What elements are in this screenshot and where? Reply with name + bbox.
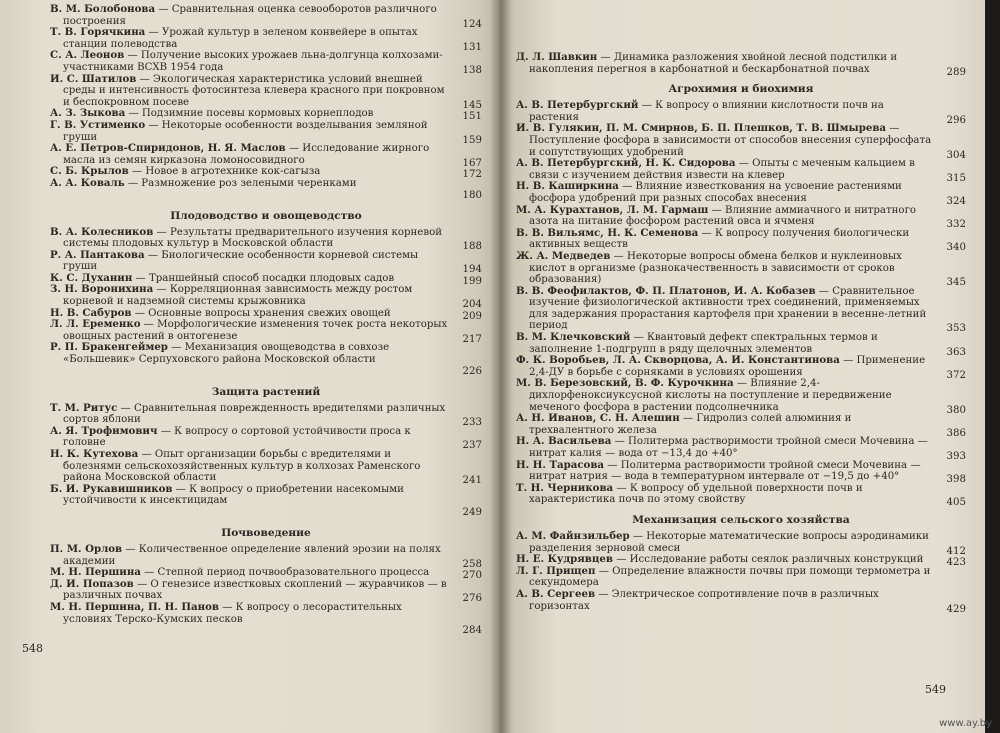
entry-title: — Влияние известкования на усвоение растениями фосфора удобрений при разных способах внесения <box>529 181 902 204</box>
entry-title: — Сравнительное изучение физиологической активности трех соединений, применяемых для задержания прорастания картофеля при хранении в весенне-летний период <box>529 285 927 332</box>
entry-page-number: 380 <box>946 404 966 416</box>
toc-entry <box>516 99 966 126</box>
entry-page-number: 209 <box>462 310 482 322</box>
entry-page-number: 386 <box>946 427 966 439</box>
entry-title: — Политерма растворимости тройной смеси Мочевина — нитрат натрия — вода в температурном интервале от −19,5 до +40° <box>529 459 921 483</box>
entry-author: П. М. Орлов <box>50 542 123 555</box>
entry-author: В. М. Клечковский <box>516 331 631 344</box>
entry-title: — К вопросу о приобретении насекомыми устойчивости к инсектицидам <box>63 483 404 507</box>
entry-title: — Исследование жирного масла из семян кирказона ломоносовидного <box>63 143 430 166</box>
entry-title: — Траншейный способ посадки плодовых садов <box>132 272 395 284</box>
section-heading: Плодоводство и овощеводство <box>170 209 362 222</box>
entry-author: В. В. Феофилактов, Ф. П. Платонов, И. А. Кобазев <box>516 284 816 297</box>
entry-title: — Исследование работы сеялок различных конструкций <box>612 554 924 566</box>
toc-entry <box>50 342 482 365</box>
entry-page-number: 345 <box>946 277 966 289</box>
entry-author: Г. В. Устименко <box>50 118 146 131</box>
entry-author: С. А. Леонов <box>50 49 125 62</box>
entry-page-number: 194 <box>462 264 482 276</box>
entry-page-number: 412 <box>946 545 966 557</box>
toc-entry <box>50 225 482 253</box>
section-tail-page: 226 <box>462 365 482 377</box>
entry-author: Т. Н. Черникова <box>516 481 614 494</box>
entry-page-number: 217 <box>462 333 482 345</box>
entry-author: А. В. Сергеев <box>516 587 596 600</box>
entry-page-number: 199 <box>462 275 482 287</box>
entry-author: А. З. Зыкова <box>50 107 126 120</box>
toc-entry <box>516 51 966 78</box>
section-heading: Защита растений <box>211 385 321 398</box>
entry-title: — Некоторые математические вопросы аэродинамики разделения зерновой смеси <box>529 530 929 554</box>
entry-title: — Влияние 2,4-дихлорфеноксиуксусной кислоты на поступление и передвижение меченого фосфора в растении подсолнечника <box>529 378 892 413</box>
entry-author: В. М. Болобонова <box>50 3 156 15</box>
entry-page-number: 237 <box>462 440 482 452</box>
entry-title: — Квантовый дефект спектральных термов и заполнение 1-подгрупп в ряду щелочных элементов <box>529 332 878 355</box>
entry-title: — Механизация овощеводства в совхозе «Большевик» Серпуховского района Московской области <box>63 342 390 366</box>
entry-page-number: 363 <box>946 346 966 358</box>
toc-entry <box>516 226 966 254</box>
entry-title: — Степной период почвообразовательного процесса <box>140 567 430 579</box>
entry-author: А. М. Файнзильбер <box>516 529 630 542</box>
toc-entry <box>50 602 482 625</box>
entry-title: — К вопросу получения биологически активных веществ <box>529 227 910 251</box>
entry-page-number: 393 <box>946 451 966 462</box>
entry-page-number: 172 <box>462 169 482 181</box>
right-toc <box>516 51 966 615</box>
toc-entry <box>50 448 482 487</box>
entry-page-number: 276 <box>462 593 482 605</box>
entry-page-number: 304 <box>946 149 966 161</box>
entry-title: — К вопросу о сортовой устойчивости проса к головне <box>63 425 411 449</box>
entry-title: — Количественное определение явлений эрозии на полях академии <box>63 543 441 567</box>
toc-entry <box>50 3 482 30</box>
entry-page-number: 131 <box>462 41 482 53</box>
entry-author: В. А. Колесников <box>50 225 154 238</box>
entry-page-number: 124 <box>462 18 482 30</box>
entry-page-number: 324 <box>946 195 966 207</box>
entry-page-number: 204 <box>462 299 482 311</box>
entry-title: — Влияние аммиачного и нитратного азота на питание фосфором растений овса и ячменя <box>529 204 917 228</box>
entry-author: З. Н. Воронихина <box>50 283 154 296</box>
section-heading: Агрохимия и биохимия <box>668 83 814 96</box>
entry-author: Б. И. Рукавишников <box>50 482 173 495</box>
toc-entry <box>50 74 482 109</box>
entry-author: Н. А. Васильева <box>516 435 612 448</box>
left-sections <box>50 210 482 638</box>
section-tail-page: 249 <box>462 506 482 518</box>
toc-entry <box>516 458 966 486</box>
entry-title: — К вопросу о влиянии кислотности почв на растения <box>529 100 884 123</box>
entry-page-number: 151 <box>462 111 482 123</box>
toc-entry <box>516 122 966 161</box>
entry-page-number: 138 <box>462 64 482 76</box>
entry-author: Н. Е. Кудрявцев <box>516 553 613 566</box>
entry-author: Т. М. Ритус <box>50 401 118 414</box>
entry-page-number: 340 <box>946 242 966 254</box>
entry-author: Р. А. Пантакова <box>50 248 145 261</box>
entry-author: М. А. Курахтанов, Л. М. Гармаш <box>516 203 709 216</box>
right-page <box>500 0 985 733</box>
entry-author: К. С. Духанин <box>50 271 133 284</box>
entry-page-number: 188 <box>462 241 482 253</box>
entry-page-number: 398 <box>946 474 966 486</box>
entry-page-number: 270 <box>462 570 482 582</box>
toc-entry <box>516 481 966 509</box>
entry-page-number: 296 <box>946 114 966 126</box>
entry-title: — Некоторые особенности возделывания земляной груши <box>63 119 428 143</box>
entry-page-number: 289 <box>946 66 966 78</box>
entry-author: Р. П. Бракенгеймер <box>50 341 168 354</box>
toc-entry <box>516 157 966 184</box>
left-top-entries <box>50 4 482 190</box>
entry-title: — Урожай культур в зеленом конвейере в опытах станции полеводства <box>63 27 418 50</box>
entry-page-number: 233 <box>462 417 482 429</box>
entry-page-number: 332 <box>946 219 966 231</box>
entry-author: М. Н. Першина <box>50 566 141 579</box>
left-folio: 548 <box>22 642 43 655</box>
section-heading: Почвоведение <box>221 526 311 539</box>
entry-author: Л. Г. Прищеп <box>516 564 596 577</box>
left-top-tail-page: 180 <box>462 189 482 201</box>
entry-title: — О генезисе известковых скоплений — журавчиков — в различных почвах <box>63 578 447 602</box>
toc-entry <box>50 49 482 76</box>
entry-title: — Динамика разложения хвойной лесной подстилки и накопления перегноя в карбонатной и бескарбонатной почвах <box>529 52 898 75</box>
entry-title: — Определение влажности почвы при помощи термометра и секундомера <box>529 565 931 589</box>
toc-entry <box>516 587 966 615</box>
entry-author: Н. Н. Тарасова <box>516 458 605 471</box>
entry-page-number: 405 <box>946 497 966 509</box>
entry-title: — Подзимние посевы кормовых корнеплодов <box>125 108 374 120</box>
entry-author: А. Н. Иванов, С. Н. Алешин <box>516 412 680 425</box>
entry-author: И. С. Шатилов <box>50 72 137 85</box>
entry-author: Н. В. Каширкина <box>516 180 619 193</box>
entry-title: — Экологическая характеристика условий внешней среды и интенсивность фотосинтеза клевера красного при покровном и беспокровном посеве <box>63 73 445 108</box>
watermark: www.ay.by <box>939 718 992 729</box>
entry-title: — Морфологические изменения точек роста некоторых овощных растений в онтогенезе <box>63 319 448 342</box>
entry-page-number: 241 <box>462 475 482 487</box>
toc-entry <box>50 401 482 429</box>
entry-author: А. А. Коваль <box>50 176 125 189</box>
toc-entry <box>50 178 482 190</box>
entry-author: А. Е. Петров-Спиридонов, Н. Я. Маслов <box>50 142 286 155</box>
toc-entry <box>516 331 966 358</box>
entry-page-number: 423 <box>946 557 966 569</box>
section-heading: Механизация сельского хозяйства <box>632 513 850 526</box>
entry-page-number: 315 <box>946 172 966 184</box>
entry-title: — Сравнительная поврежденность вредителями различных сортов яблони <box>63 402 446 426</box>
toc-entry <box>50 577 482 605</box>
toc-entry <box>516 180 966 207</box>
entry-author: А. Я. Трофимович <box>50 424 158 437</box>
section-tail-page: 284 <box>462 625 482 637</box>
entry-page-number: 159 <box>462 134 482 146</box>
entry-author: М. Н. Першина, П. Н. Панов <box>50 600 219 613</box>
toc-entry <box>516 354 966 381</box>
toc-entry <box>50 542 482 570</box>
toc-entry <box>516 566 966 589</box>
entry-title: — Получение высоких урожаев льна-долгунца колхозами-участниками ВСХВ 1954 года <box>63 50 443 73</box>
right-top-entries <box>516 51 966 78</box>
entry-author: С. Б. Крылов <box>50 165 129 178</box>
entry-page-number: 353 <box>946 323 966 335</box>
entry-author: Л. Л. Еременко <box>50 318 141 331</box>
entry-author: М. В. Березовский, В. Ф. Курочкина <box>516 377 734 390</box>
entry-title: — Гидролиз солей алюминия и трехвалентного железа <box>529 413 852 436</box>
toc-entry <box>50 283 482 311</box>
toc-entry <box>516 377 966 416</box>
entry-title: — Сравнительная оценка севооборотов различного построения <box>63 4 437 27</box>
toc-entry <box>516 284 966 335</box>
toc-entry <box>50 26 482 53</box>
toc-entry <box>50 484 482 507</box>
entry-title: — Новое в агротехнике кок-сагыза <box>128 166 321 178</box>
entry-author: Н. К. Кутехова <box>50 448 139 460</box>
entry-title: — Опыт организации борьбы с вредителями и болезнями сельскохозяйственных культур в колхозах Раменского района Московской области <box>63 449 421 484</box>
entry-title: — Применение 2,4-ДУ в борьбе с сорняками в условиях орошения <box>529 355 926 378</box>
entry-title: — Некоторые вопросы обмена белков и нуклеиновых кислот в организме (разнокачественность в зависимости от сроков образования) <box>529 250 902 286</box>
entry-title: — Биологические особенности корневой системы груши <box>63 249 419 273</box>
entry-title: — Результаты предварительного изучения корневой системы плодовых культур в Московской области <box>63 226 442 250</box>
entry-author: А. В. Петербургский <box>516 99 639 112</box>
entry-title: — К вопросу о лесорастительных условиях Терско-Кумских песков <box>63 601 402 625</box>
toc-entry <box>50 142 482 169</box>
toc-entry <box>50 424 482 452</box>
entry-author: И. В. Гулякин, П. М. Смирнов, Б. П. Плешков, Т. В. Шмырева <box>516 122 887 135</box>
entry-author: А. В. Петербургский, Н. К. Сидорова <box>516 157 736 170</box>
entry-page-number: 429 <box>946 603 966 615</box>
entry-page-number: 372 <box>946 369 966 381</box>
entry-author: Д. Л. Шавкин <box>516 51 598 63</box>
right-sections <box>516 83 966 615</box>
entry-author: Ф. К. Воробьев, Л. А. Скворцова, А. И. Константинова <box>516 354 840 367</box>
entry-title: — Размножение роз зелеными черенками <box>124 177 357 189</box>
toc-entry <box>516 529 966 557</box>
toc-entry <box>50 118 482 146</box>
entry-title: — Электрическое сопротивление почв в различных горизонтах <box>529 588 879 612</box>
entry-author: Т. В. Горячкина <box>50 26 146 39</box>
entry-author: Н. В. Сабуров <box>50 306 132 319</box>
book-gutter <box>490 0 512 733</box>
entry-title: — Опыты с меченым кальцием в связи с изучением действия извести на клевер <box>529 158 915 181</box>
left-toc <box>50 4 482 637</box>
right-folio: 549 <box>925 683 946 696</box>
entry-title: — Основные вопросы хранения свежих овощей <box>131 307 391 319</box>
entry-page-number: 145 <box>462 99 482 111</box>
entry-title: — Корреляционная зависимость между ростом корневой и надземной системы крыжовника <box>63 284 413 308</box>
toc-entry <box>516 203 966 231</box>
entry-title: — К вопросу об удельной поверхности почв и характеристика почв по этому свойству <box>529 482 863 506</box>
toc-entry <box>50 318 482 345</box>
entry-author: Ж. А. Медведев <box>516 249 611 262</box>
toc-entry <box>516 412 966 439</box>
toc-entry <box>50 248 482 276</box>
toc-entry <box>516 249 966 289</box>
entry-author: В. В. Вильямс, Н. К. Семенова <box>516 226 699 239</box>
entry-page-number: 258 <box>462 558 482 570</box>
entry-title: — Поступление фосфора в зависимости от способов внесения суперфосфата и сопутствующих удобрений <box>529 123 932 158</box>
entry-title: — Политерма растворимости тройной смеси Мочевина — нитрат калия — вода от −13,4 до +40° <box>529 436 928 459</box>
toc-entry <box>516 435 966 462</box>
entry-page-number: 167 <box>462 157 482 169</box>
entry-author: Д. И. Попазов <box>50 577 134 590</box>
